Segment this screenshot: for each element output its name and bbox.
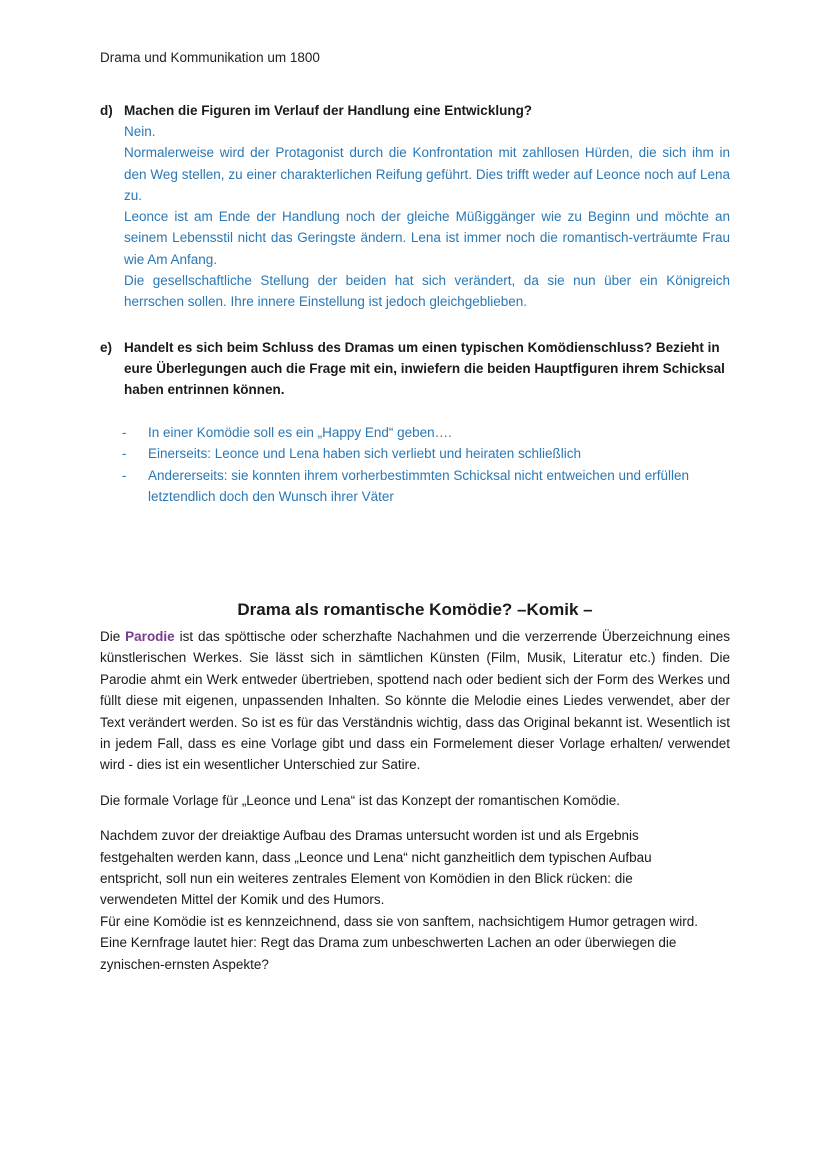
bullet-marker: - (122, 425, 127, 440)
bullet-text: In einer Komödie soll es ein „Happy End“ geben…. (148, 425, 452, 440)
paragraph-text: ist das spöttische oder scherzhafte Nachahmen und die verzerrende Überzeichnung eines künstlerischen Werkes. Sie lässt sich in sämtlichen Künsten (Film, Musik, Literatur etc.) finden. Die Parodie ahmt ein Werk entweder übertrieben, spottend nach oder bedient sich der Form des Werkes und füllt diese mit eigenen, unpassenden Inhalten. So könnte die Melodie eines Liedes verwendet, aber der Text verändert werden. So ist es für das Verständnis wichtig, dass das Original bekannt ist. Wesentlich ist in jedem Fall, dass es eine Vorlage gibt und dass ein Formelement dieser Vorlage erhalten/ verwendet wird - dies ist ein wesentlicher Unterschied zur Satire. (100, 629, 730, 773)
question-d-label: d) (100, 103, 113, 118)
question-d-block (100, 100, 730, 313)
question-d-text: Machen die Figuren im Verlauf der Handlung eine Entwicklung? (124, 103, 533, 118)
bullet-text: Einerseits: Leonce und Lena haben sich verliebt und heiraten schließlich (148, 446, 582, 462)
question-d-answers (124, 121, 730, 313)
list-item (100, 443, 730, 464)
bullet-marker: - (122, 467, 127, 483)
page-header: Drama und Kommunikation um 1800 (100, 50, 320, 65)
list-item (100, 422, 730, 443)
bullet-marker: - (122, 446, 127, 462)
question-e-label: e) (100, 340, 113, 355)
komik-paragraph (100, 825, 730, 975)
question-e-bullet-list (100, 422, 730, 507)
list-item (100, 465, 730, 508)
section-title: Drama als romantische Komödie? –Komik – (237, 600, 593, 619)
answer-paragraph: Die gesellschaftliche Stellung der beiden hat sich verändert, da sie nun über ein Königreich herrschen sollen. Ihre innere Einstellung ist jedoch gleichgeblieben. (124, 273, 730, 310)
question-e-block (100, 337, 730, 507)
paragraph-line: verwendeten Mittel der Komik und des Humors. (100, 892, 385, 908)
bullet-text: Andererseits: sie konnten ihrem vorherbestimmten Schicksal nicht entweichen und erfüllen letztendlich doch den Wunsch ihrer Väter (148, 467, 690, 504)
paragraph-line: Für eine Komödie ist es kennzeichnend, dass sie von sanftem, nachsichtigem Humor getragen wird. (100, 913, 699, 929)
answer-paragraph: Nein. (124, 124, 156, 139)
paragraph-line: Eine Kernfrage lautet hier: Regt das Drama zum unbeschwerten Lachen an oder überwiegen die (100, 935, 677, 951)
question-e-text: Handelt es sich beim Schluss des Dramas um einen typischen Komödienschluss? Bezieht in eure Überlegungen auch die Frage mit ein, inwiefern die beiden Hauptfiguren ihrem Schicksal haben entrinnen können. (124, 340, 725, 397)
paragraph-prefix: Die (100, 629, 126, 644)
parodie-term: Parodie (125, 629, 175, 644)
answer-paragraph: Normalerweise wird der Protagonist durch die Konfrontation mit zahllosen Hürden, die sich ihm in den Weg stellen, zu einer charakterlichen Reifung geführt. Dies trifft weder auf Leonce noch auf Lena zu. (124, 145, 730, 203)
paragraph-line: Nachdem zuvor der dreiaktige Aufbau des Dramas untersucht worden ist und als Ergebnis (100, 828, 639, 844)
paragraph-line: festgehalten werden kann, dass „Leonce und Lena“ nicht ganzheitlich dem typischen Aufbau (100, 849, 652, 865)
vorlage-paragraph: Die formale Vorlage für „Leonce und Lena“ ist das Konzept der romantischen Komödie. (100, 792, 621, 808)
paragraph-line: zynischen-ernsten Aspekte? (100, 956, 269, 972)
paragraph-line: entspricht, soll nun ein weiteres zentrales Element von Komödien in den Blick rücken: die (100, 871, 633, 887)
answer-paragraph: Leonce ist am Ende der Handlung noch der gleiche Müßiggänger wie zu Beginn und möchte an seinem Lebensstil nicht das Geringste ändern. Lena ist immer noch die romantisch-verträumte Frau wie Am Anfang. (124, 209, 730, 267)
section-body (100, 626, 730, 975)
parodie-paragraph (100, 626, 730, 776)
